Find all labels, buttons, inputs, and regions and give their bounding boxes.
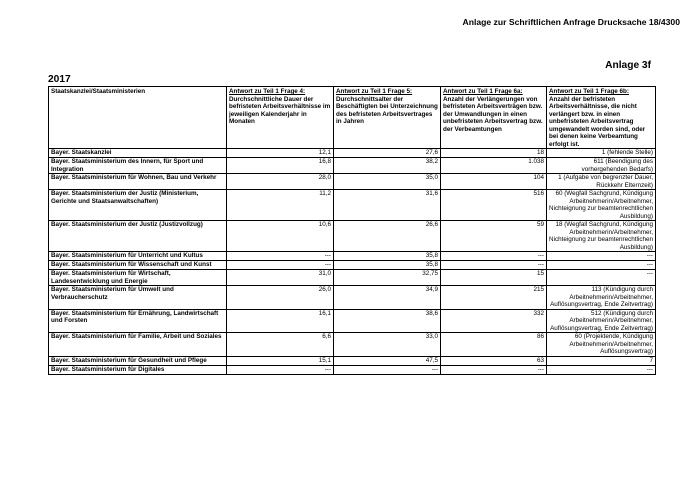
cell-q5: 34,9 (334, 286, 441, 310)
table-row (49, 309, 656, 333)
table-row (49, 174, 656, 190)
cell-q4: --- (227, 261, 334, 270)
table-header-row (49, 87, 656, 149)
ministry-name: Bayer. Staatsministerium für Wissenschaft und Kunst (49, 261, 227, 270)
cell-q6b: 7 (547, 356, 656, 365)
cell-q6a: --- (441, 252, 547, 261)
table-row (49, 270, 656, 286)
cell-q6b: 611 (Beendigung des vorhergehenden Bedarfs) (547, 158, 656, 174)
annex-label: Anlage 3f (605, 60, 651, 71)
column-title: Antwort zu Teil 1 Frage 5: (336, 88, 413, 95)
column-description: Anzahl der Verlängerungen von befristeten Arbeitsverträgen bzw. der Umwandlungen in einen unbefristeten Arbeitsvertrag bzw. der Verbeamtungen (443, 95, 543, 133)
ministry-name: Bayer. Staatsministerium der Justiz (Ministerium, Gerichte und Staatsanwaltschaften) (49, 190, 227, 221)
cell-q6a: 63 (441, 356, 547, 365)
table-row (49, 286, 656, 310)
cell-q6a: --- (441, 261, 547, 270)
cell-q6a: 1.038 (441, 158, 547, 174)
ministry-name: Bayer. Staatsministerium für Wirtschaft, Landesentwicklung und Energie (49, 270, 227, 286)
cell-q6a: 516 (441, 190, 547, 221)
cell-q6b: --- (547, 270, 656, 286)
cell-q6b: 1 (fehlende Stelle) (547, 149, 656, 158)
ministry-name: Bayer. Staatskanzlei (49, 149, 227, 158)
cell-q5: 38,6 (334, 309, 441, 333)
cell-q4: 28,0 (227, 174, 334, 190)
cell-q4: --- (227, 252, 334, 261)
year-label: 2017 (48, 74, 71, 85)
ministry-name: Bayer. Staatsministerium für Unterricht und Kultus (49, 252, 227, 261)
table-row (49, 333, 656, 357)
table-row (49, 365, 656, 374)
table-row (49, 190, 656, 221)
ministry-name: Bayer. Staatsministerium für Umwelt und Verbraucherschutz (49, 286, 227, 310)
cell-q5: 35,0 (334, 174, 441, 190)
column-header-q6a (441, 87, 547, 149)
ministry-name: Bayer. Staatsministerium für Wohnen, Bau und Verkehr (49, 174, 227, 190)
cell-q6a: --- (441, 365, 547, 374)
cell-q5: 26,6 (334, 221, 441, 252)
table-row (49, 158, 656, 174)
cell-q5: 31,6 (334, 190, 441, 221)
column-header-q5 (334, 87, 441, 149)
table-row (49, 149, 656, 158)
cell-q6a: 86 (441, 333, 547, 357)
ministry-name: Bayer. Staatsministerium des Innern, für Sport und Integration (49, 158, 227, 174)
column-header-ministry (49, 87, 227, 149)
column-header-q4 (227, 87, 334, 149)
column-header-q6b (547, 87, 656, 149)
cell-q4: 12,1 (227, 149, 334, 158)
column-description: Durchschnittliche Dauer der befristeten Arbeitsverhältnisse im jeweiligen Kalenderjahr in Monaten (229, 95, 331, 125)
cell-q4: 26,0 (227, 286, 334, 310)
column-title: Antwort zu Teil 1 Frage 6a: (443, 88, 523, 95)
ministry-name: Bayer. Staatsministerium für Digitales (49, 365, 227, 374)
cell-q6b: 18 (Wegfall Sachgrund, Kündigung Arbeitnehmerin/Arbeitnehmer, Nichteignung zur beamtenrechtlichen Ausbildung) (547, 221, 656, 252)
cell-q4: 16,8 (227, 158, 334, 174)
cell-q6b: --- (547, 261, 656, 270)
cell-q4: 15,1 (227, 356, 334, 365)
column-title: Antwort zu Teil 1 Frage 6b: (549, 88, 629, 95)
cell-q6b: 1 (Aufgabe von begrenzter Dauer, Rückkehr Elternzeit) (547, 174, 656, 190)
ministry-name: Bayer. Staatsministerium der Justiz (Justizvollzug) (49, 221, 227, 252)
cell-q5: 27,6 (334, 149, 441, 158)
column-title: Antwort zu Teil 1 Frage 4: (229, 88, 306, 95)
table-row (49, 221, 656, 252)
cell-q4: 6,6 (227, 333, 334, 357)
cell-q4: --- (227, 365, 334, 374)
cell-q5: --- (334, 365, 441, 374)
cell-q6b: --- (547, 252, 656, 261)
column-description: Durchschnittsalter der Beschäftigten bei Unterzeichnung des befristeten Arbeitsvertrages in Jahren (336, 95, 438, 125)
data-table (48, 86, 656, 375)
cell-q6b: --- (547, 365, 656, 374)
cell-q5: 33,0 (334, 333, 441, 357)
cell-q6b: 113 (Kündigung durch Arbeitnehmerin/Arbeitnehmer, Auflösungsvertrag, Ende Zeitvertrag) (547, 286, 656, 310)
ministry-name: Bayer. Staatsministerium für Gesundheit und Pflege (49, 356, 227, 365)
column-title: Staatskanzlei/Staatsministerien (51, 88, 146, 95)
cell-q4: 11,2 (227, 190, 334, 221)
ministry-name: Bayer. Staatsministerium für Ernährung, Landwirtschaft und Forsten (49, 309, 227, 333)
table-row (49, 261, 656, 270)
cell-q6b: 512 (Kündigung durch Arbeitnehmerin/Arbeitnehmer, Auflösungsvertrag, Ende Zeitvertrag) (547, 309, 656, 333)
table-row (49, 356, 656, 365)
cell-q6a: 104 (441, 174, 547, 190)
cell-q6b: 60 (Projektende, Kündigung Arbeitnehmerin/Arbeitnehmer, Auflösungsvertrag) (547, 333, 656, 357)
cell-q5: 35,8 (334, 261, 441, 270)
cell-q6a: 59 (441, 221, 547, 252)
cell-q5: 32,75 (334, 270, 441, 286)
cell-q4: 16,1 (227, 309, 334, 333)
ministry-name: Bayer. Staatsministerium für Familie, Arbeit und Soziales (49, 333, 227, 357)
cell-q6a: 18 (441, 149, 547, 158)
table-row (49, 252, 656, 261)
cell-q4: 31,0 (227, 270, 334, 286)
cell-q6a: 215 (441, 286, 547, 310)
column-description: Anzahl der befristeten Arbeitsverhältnisse, die nicht verlängert bzw. in einen unbefristeten Arbeitsvertrag umgewandelt worden sind, oder bei denen keine Verbeamtung erfolgt ist. (549, 95, 646, 148)
cell-q6b: 60 (Wegfall Sachgrund, Kündigung Arbeitnehmerin/Arbeitnehmer, Nichteignung zur beamtenrechtlichen Ausbildung) (547, 190, 656, 221)
cell-q6a: 15 (441, 270, 547, 286)
cell-q5: 38,2 (334, 158, 441, 174)
cell-q4: 10,6 (227, 221, 334, 252)
cell-q5: 47,5 (334, 356, 441, 365)
cell-q6a: 332 (441, 309, 547, 333)
document-header: Anlage zur Schriftlichen Anfrage Drucksache 18/4300 (462, 17, 680, 27)
cell-q5: 35,8 (334, 252, 441, 261)
